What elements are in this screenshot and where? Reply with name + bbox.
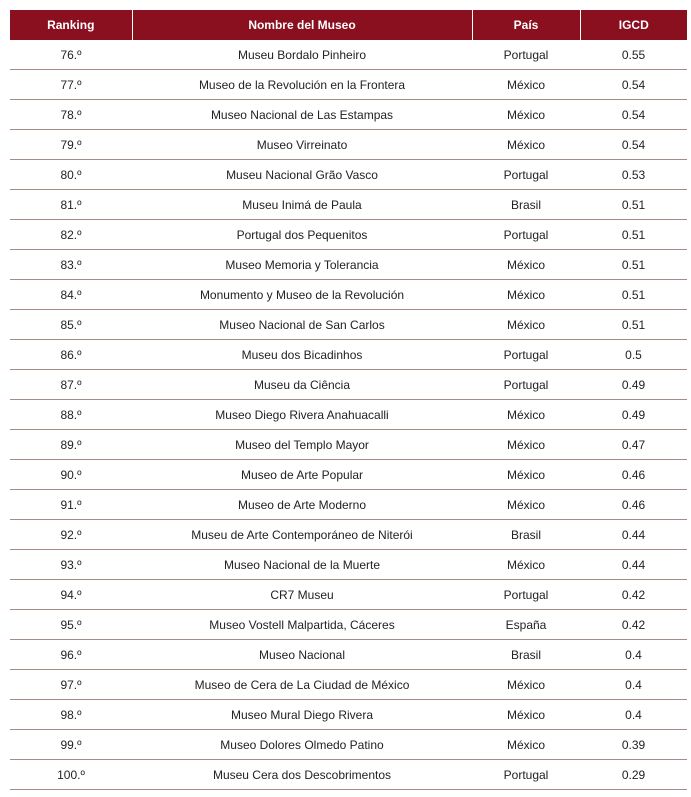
cell-museum-name: Museo Nacional de Las Estampas bbox=[132, 100, 472, 130]
cell-ranking: 91.º bbox=[10, 490, 132, 520]
cell-museum-name: Museu Bordalo Pinheiro bbox=[132, 40, 472, 70]
cell-igcd: 0.4 bbox=[580, 670, 687, 700]
cell-museum-name: Museo de la Revolución en la Frontera bbox=[132, 70, 472, 100]
table-row bbox=[10, 370, 687, 400]
table-row bbox=[10, 130, 687, 160]
cell-museum-name: Museu Cera dos Descobrimentos bbox=[132, 760, 472, 790]
cell-ranking: 97.º bbox=[10, 670, 132, 700]
cell-museum-name: Museu de Arte Contemporáneo de Niterói bbox=[132, 520, 472, 550]
table-row bbox=[10, 280, 687, 310]
cell-ranking: 85.º bbox=[10, 310, 132, 340]
header-row bbox=[10, 10, 687, 40]
museum-ranking-table bbox=[10, 10, 687, 790]
header-igcd: IGCD bbox=[580, 10, 687, 40]
cell-igcd: 0.49 bbox=[580, 400, 687, 430]
cell-country: México bbox=[472, 550, 580, 580]
cell-museum-name: Museo Dolores Olmedo Patino bbox=[132, 730, 472, 760]
cell-museum-name: Museo de Arte Popular bbox=[132, 460, 472, 490]
table-row bbox=[10, 100, 687, 130]
cell-museum-name: Museo de Cera de La Ciudad de México bbox=[132, 670, 472, 700]
table-row bbox=[10, 70, 687, 100]
cell-igcd: 0.54 bbox=[580, 100, 687, 130]
cell-igcd: 0.54 bbox=[580, 70, 687, 100]
table-row bbox=[10, 640, 687, 670]
cell-ranking: 96.º bbox=[10, 640, 132, 670]
table-row bbox=[10, 400, 687, 430]
cell-igcd: 0.44 bbox=[580, 550, 687, 580]
cell-ranking: 78.º bbox=[10, 100, 132, 130]
cell-ranking: 76.º bbox=[10, 40, 132, 70]
table-row bbox=[10, 490, 687, 520]
cell-ranking: 92.º bbox=[10, 520, 132, 550]
cell-museum-name: Museo Virreinato bbox=[132, 130, 472, 160]
table-row bbox=[10, 580, 687, 610]
cell-country: Portugal bbox=[472, 760, 580, 790]
cell-museum-name: Museo Mural Diego Rivera bbox=[132, 700, 472, 730]
cell-museum-name: Museu Inimá de Paula bbox=[132, 190, 472, 220]
cell-country: Brasil bbox=[472, 190, 580, 220]
cell-museum-name: Museu da Ciência bbox=[132, 370, 472, 400]
cell-country: Portugal bbox=[472, 220, 580, 250]
cell-igcd: 0.51 bbox=[580, 310, 687, 340]
cell-country: México bbox=[472, 700, 580, 730]
cell-museum-name: Museo del Templo Mayor bbox=[132, 430, 472, 460]
cell-igcd: 0.51 bbox=[580, 220, 687, 250]
cell-museum-name: Museo Nacional de la Muerte bbox=[132, 550, 472, 580]
cell-ranking: 99.º bbox=[10, 730, 132, 760]
cell-ranking: 95.º bbox=[10, 610, 132, 640]
cell-country: México bbox=[472, 460, 580, 490]
cell-igcd: 0.4 bbox=[580, 700, 687, 730]
cell-igcd: 0.4 bbox=[580, 640, 687, 670]
cell-igcd: 0.5 bbox=[580, 340, 687, 370]
cell-igcd: 0.42 bbox=[580, 580, 687, 610]
cell-ranking: 81.º bbox=[10, 190, 132, 220]
cell-museum-name: Portugal dos Pequenitos bbox=[132, 220, 472, 250]
cell-museum-name: Museo Vostell Malpartida, Cáceres bbox=[132, 610, 472, 640]
cell-igcd: 0.29 bbox=[580, 760, 687, 790]
table-row bbox=[10, 40, 687, 70]
cell-ranking: 87.º bbox=[10, 370, 132, 400]
cell-ranking: 84.º bbox=[10, 280, 132, 310]
cell-ranking: 93.º bbox=[10, 550, 132, 580]
cell-museum-name: Museu dos Bicadinhos bbox=[132, 340, 472, 370]
table-row bbox=[10, 610, 687, 640]
cell-igcd: 0.39 bbox=[580, 730, 687, 760]
cell-country: México bbox=[472, 670, 580, 700]
cell-museum-name: CR7 Museu bbox=[132, 580, 472, 610]
cell-country: Portugal bbox=[472, 580, 580, 610]
table-row bbox=[10, 250, 687, 280]
cell-museum-name: Museo de Arte Moderno bbox=[132, 490, 472, 520]
table-row bbox=[10, 550, 687, 580]
cell-igcd: 0.55 bbox=[580, 40, 687, 70]
cell-ranking: 79.º bbox=[10, 130, 132, 160]
table-row bbox=[10, 340, 687, 370]
cell-country: Portugal bbox=[472, 370, 580, 400]
cell-country: México bbox=[472, 250, 580, 280]
cell-ranking: 82.º bbox=[10, 220, 132, 250]
table-row bbox=[10, 430, 687, 460]
cell-country: Portugal bbox=[472, 160, 580, 190]
cell-country: México bbox=[472, 130, 580, 160]
cell-museum-name: Museo Nacional de San Carlos bbox=[132, 310, 472, 340]
header-country: País bbox=[472, 10, 580, 40]
cell-igcd: 0.51 bbox=[580, 280, 687, 310]
cell-igcd: 0.49 bbox=[580, 370, 687, 400]
cell-igcd: 0.47 bbox=[580, 430, 687, 460]
table-row bbox=[10, 730, 687, 760]
table-row bbox=[10, 310, 687, 340]
cell-ranking: 89.º bbox=[10, 430, 132, 460]
cell-ranking: 90.º bbox=[10, 460, 132, 490]
cell-country: Portugal bbox=[472, 340, 580, 370]
cell-ranking: 98.º bbox=[10, 700, 132, 730]
cell-museum-name: Museo Nacional bbox=[132, 640, 472, 670]
cell-igcd: 0.53 bbox=[580, 160, 687, 190]
cell-country: México bbox=[472, 430, 580, 460]
cell-country: México bbox=[472, 490, 580, 520]
cell-igcd: 0.42 bbox=[580, 610, 687, 640]
cell-museum-name: Museo Memoria y Tolerancia bbox=[132, 250, 472, 280]
table-row bbox=[10, 520, 687, 550]
cell-museum-name: Museu Nacional Grão Vasco bbox=[132, 160, 472, 190]
cell-igcd: 0.46 bbox=[580, 490, 687, 520]
cell-country: México bbox=[472, 310, 580, 340]
table-row bbox=[10, 460, 687, 490]
table-row bbox=[10, 160, 687, 190]
cell-country: México bbox=[472, 100, 580, 130]
table-row bbox=[10, 190, 687, 220]
cell-ranking: 86.º bbox=[10, 340, 132, 370]
header-ranking: Ranking bbox=[10, 10, 132, 40]
cell-ranking: 80.º bbox=[10, 160, 132, 190]
table-row bbox=[10, 670, 687, 700]
cell-igcd: 0.51 bbox=[580, 190, 687, 220]
table-row bbox=[10, 700, 687, 730]
table-row bbox=[10, 220, 687, 250]
table-row bbox=[10, 760, 687, 790]
cell-country: México bbox=[472, 400, 580, 430]
header-museum-name: Nombre del Museo bbox=[132, 10, 472, 40]
cell-ranking: 94.º bbox=[10, 580, 132, 610]
cell-ranking: 100.º bbox=[10, 760, 132, 790]
cell-museum-name: Museo Diego Rivera Anahuacalli bbox=[132, 400, 472, 430]
cell-museum-name: Monumento y Museo de la Revolución bbox=[132, 280, 472, 310]
cell-country: México bbox=[472, 280, 580, 310]
cell-country: México bbox=[472, 730, 580, 760]
cell-country: Brasil bbox=[472, 640, 580, 670]
cell-ranking: 88.º bbox=[10, 400, 132, 430]
cell-igcd: 0.46 bbox=[580, 460, 687, 490]
cell-ranking: 77.º bbox=[10, 70, 132, 100]
cell-country: Brasil bbox=[472, 520, 580, 550]
cell-igcd: 0.54 bbox=[580, 130, 687, 160]
cell-igcd: 0.51 bbox=[580, 250, 687, 280]
cell-country: Portugal bbox=[472, 40, 580, 70]
cell-country: España bbox=[472, 610, 580, 640]
cell-ranking: 83.º bbox=[10, 250, 132, 280]
cell-igcd: 0.44 bbox=[580, 520, 687, 550]
cell-country: México bbox=[472, 70, 580, 100]
